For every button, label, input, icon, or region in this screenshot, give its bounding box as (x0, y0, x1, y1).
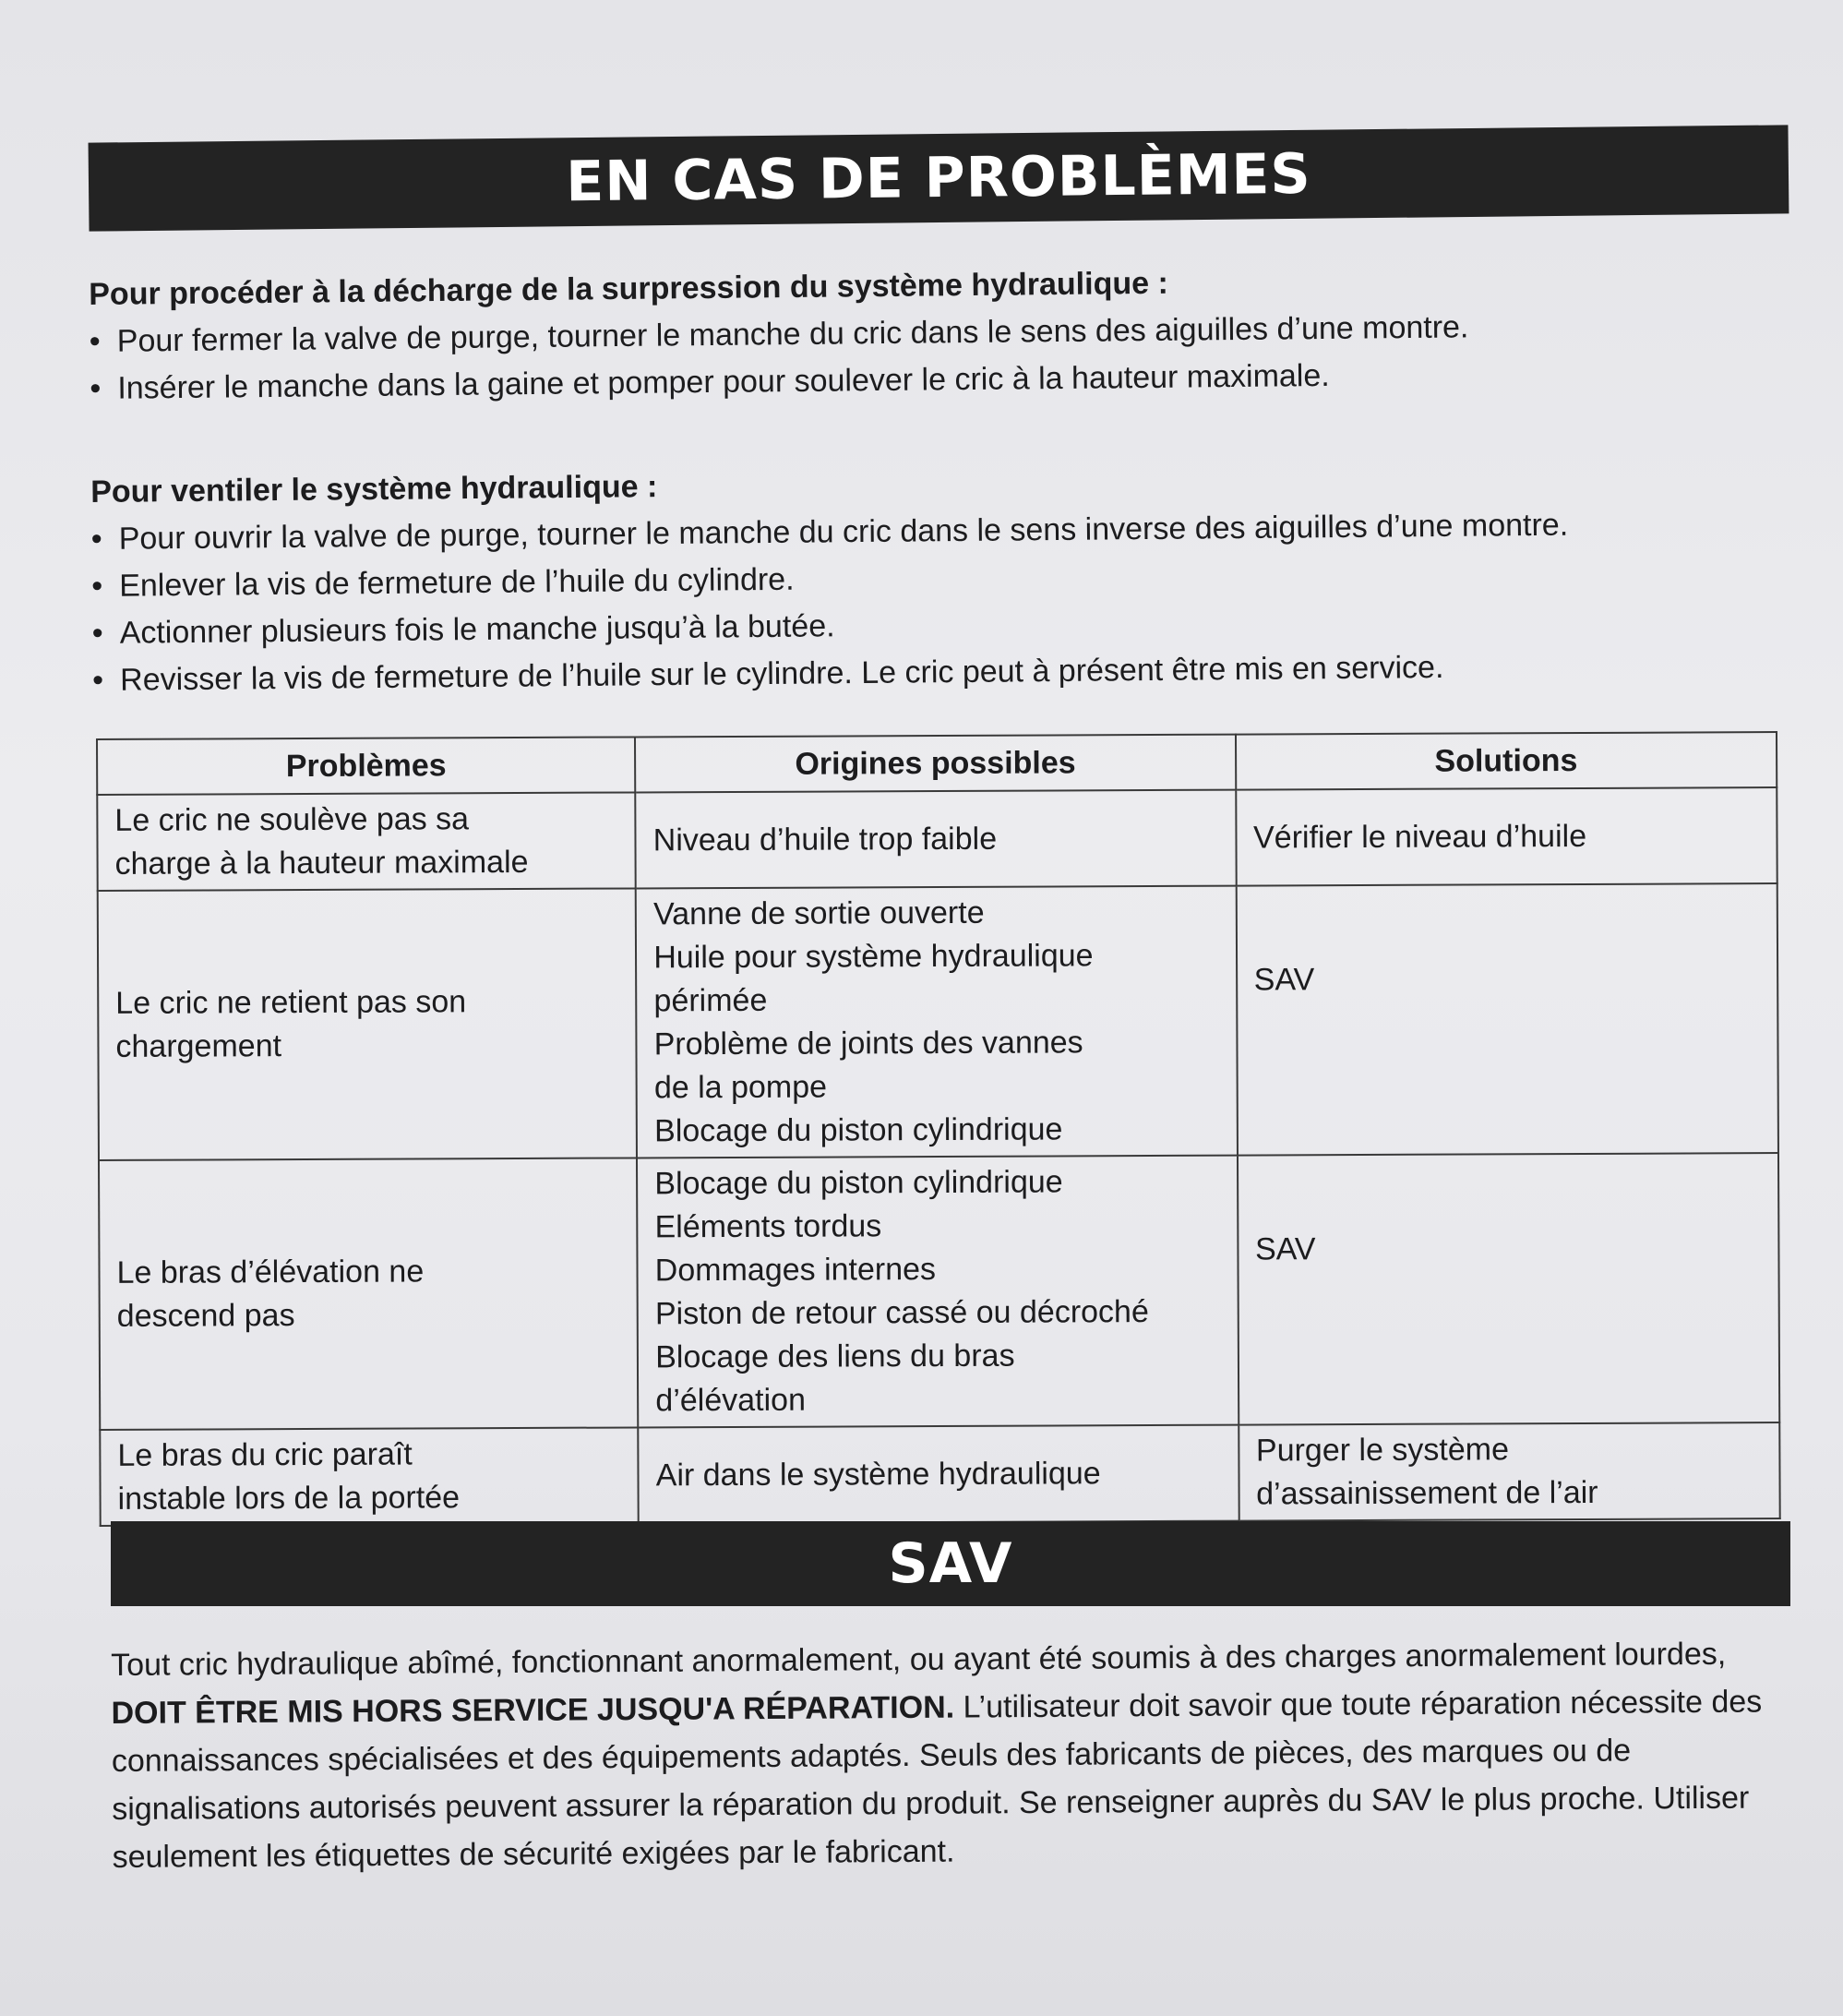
sav-text-warning: DOIT ÊTRE MIS HORS SERVICE JUSQU'A RÉPARATION. (111, 1689, 955, 1731)
cell-solution (1236, 787, 1777, 886)
list-item: • Enlever la vis de fermeture de l’huile du cylindre. (91, 547, 1753, 610)
ventiler-heading: Pour ventiler le système hydraulique : (90, 469, 658, 510)
cell-line: Dommages internes (654, 1252, 937, 1289)
cell-line: Blocage du piston cylindrique (654, 1164, 1063, 1202)
cell-line: Blocage du piston cylindrique (654, 1111, 1063, 1149)
decharge-list (90, 301, 1752, 413)
cell-probleme (98, 888, 638, 1160)
cell-solution (1238, 1153, 1780, 1425)
cell-line: Air dans le système hydraulique (655, 1455, 1101, 1493)
table-row (100, 1422, 1779, 1526)
cell-probleme (100, 1427, 639, 1526)
cell-line: Purger le système (1255, 1432, 1510, 1469)
troubleshooting-table (96, 731, 1781, 1527)
cell-line: charge à la hauteur maximale (114, 844, 529, 882)
cell-line: Piston de retour cassé ou décroché (654, 1294, 1149, 1332)
cell-origines (637, 1156, 1239, 1428)
cell-solution (1239, 1422, 1780, 1521)
list-item: • Pour ouvrir la valve de purge, tourner le manche du cric dans le sens inverse des aiguilles d’une montre. (90, 500, 1752, 563)
cell-line: périmée (653, 982, 768, 1019)
cell-line: Vanne de sortie ouverte (652, 894, 985, 932)
cell-origines (638, 1425, 1239, 1524)
ventiler-instructions (90, 453, 1753, 704)
cell-line: Le cric ne soulève pas sa (114, 801, 470, 838)
cell-line: d’assainissement de l’air (1256, 1474, 1598, 1512)
sav-text-intro: Tout cric hydraulique abîmé, fonctionnant anormalement, ou ayant été soumis à des charges anormalement lourdes, (111, 1636, 1727, 1683)
cell-line: de la pompe (653, 1069, 828, 1106)
list-item: • Insérer le manche dans la gaine et pomper pour soulever le cric à la hauteur maximale. (90, 348, 1751, 413)
header-origines: Origines possibles (635, 735, 1236, 793)
cell-line: Le bras du cric paraît (117, 1436, 413, 1473)
section-title-sav: SAV (111, 1521, 1790, 1606)
cell-line: SAV (1254, 1231, 1316, 1267)
cell-line: Le bras d’élévation ne (116, 1254, 425, 1290)
cell-line: Blocage des liens du bras (655, 1338, 1015, 1375)
cell-line: descend pas (116, 1298, 295, 1334)
cell-line: Huile pour système hydraulique (653, 938, 1094, 976)
table-row (98, 883, 1778, 1160)
table-header-row (97, 732, 1777, 795)
cell-line: Le cric ne retient pas son (115, 984, 467, 1021)
cell-line: instable lors de la portée (117, 1480, 461, 1517)
cell-probleme (97, 792, 636, 891)
sav-text-details: L’utilisateur doit savoir que toute réparation nécessite des connaissances spécialisées et des équipements adaptés. Seuls des fabricants de pièces, des marques ou de signalisations autorisés peuvent assurer la réparation du produit. Se renseigner auprès du SAV le plus proche. Utiliser seulement les étiquettes de sécurité exigées par le fabricant. (111, 1684, 1763, 1875)
cell-line: SAV (1253, 962, 1315, 998)
cell-line: Niveau d’huile trop faible (652, 821, 998, 858)
cell-origines (636, 886, 1238, 1158)
list-item: • Revisser la vis de fermeture de l’huile sur le cylindre. Le cric peut à présent être mis en service. (92, 642, 1753, 704)
cell-line: Vérifier le niveau d’huile (1252, 818, 1587, 856)
header-problemes: Problèmes (97, 737, 635, 795)
sav-paragraph (111, 1629, 1792, 1881)
table-row (97, 787, 1777, 891)
list-item: • Pour fermer la valve de purge, tourner le manche du cric dans le sens des aiguilles d’une montre. (90, 301, 1751, 366)
cell-line: Problème de joints des vannes (653, 1025, 1083, 1062)
cell-origines (635, 790, 1236, 889)
decharge-instructions (89, 254, 1752, 413)
cell-solution (1236, 883, 1778, 1156)
cell-line: chargement (115, 1028, 282, 1064)
cell-line: d’élévation (655, 1382, 807, 1419)
section-title-problemes: EN CAS DE PROBLÈMES (89, 125, 1789, 231)
ventiler-list (90, 500, 1753, 704)
cell-line: Eléments tordus (654, 1208, 882, 1245)
header-solutions: Solutions (1236, 732, 1777, 790)
decharge-heading: Pour procéder à la décharge de la surpression du système hydraulique : (89, 265, 1169, 312)
cell-probleme (99, 1158, 639, 1430)
table-row (99, 1153, 1779, 1430)
list-item: • Actionner plusieurs fois le manche jusqu’à la butée. (91, 594, 1753, 657)
